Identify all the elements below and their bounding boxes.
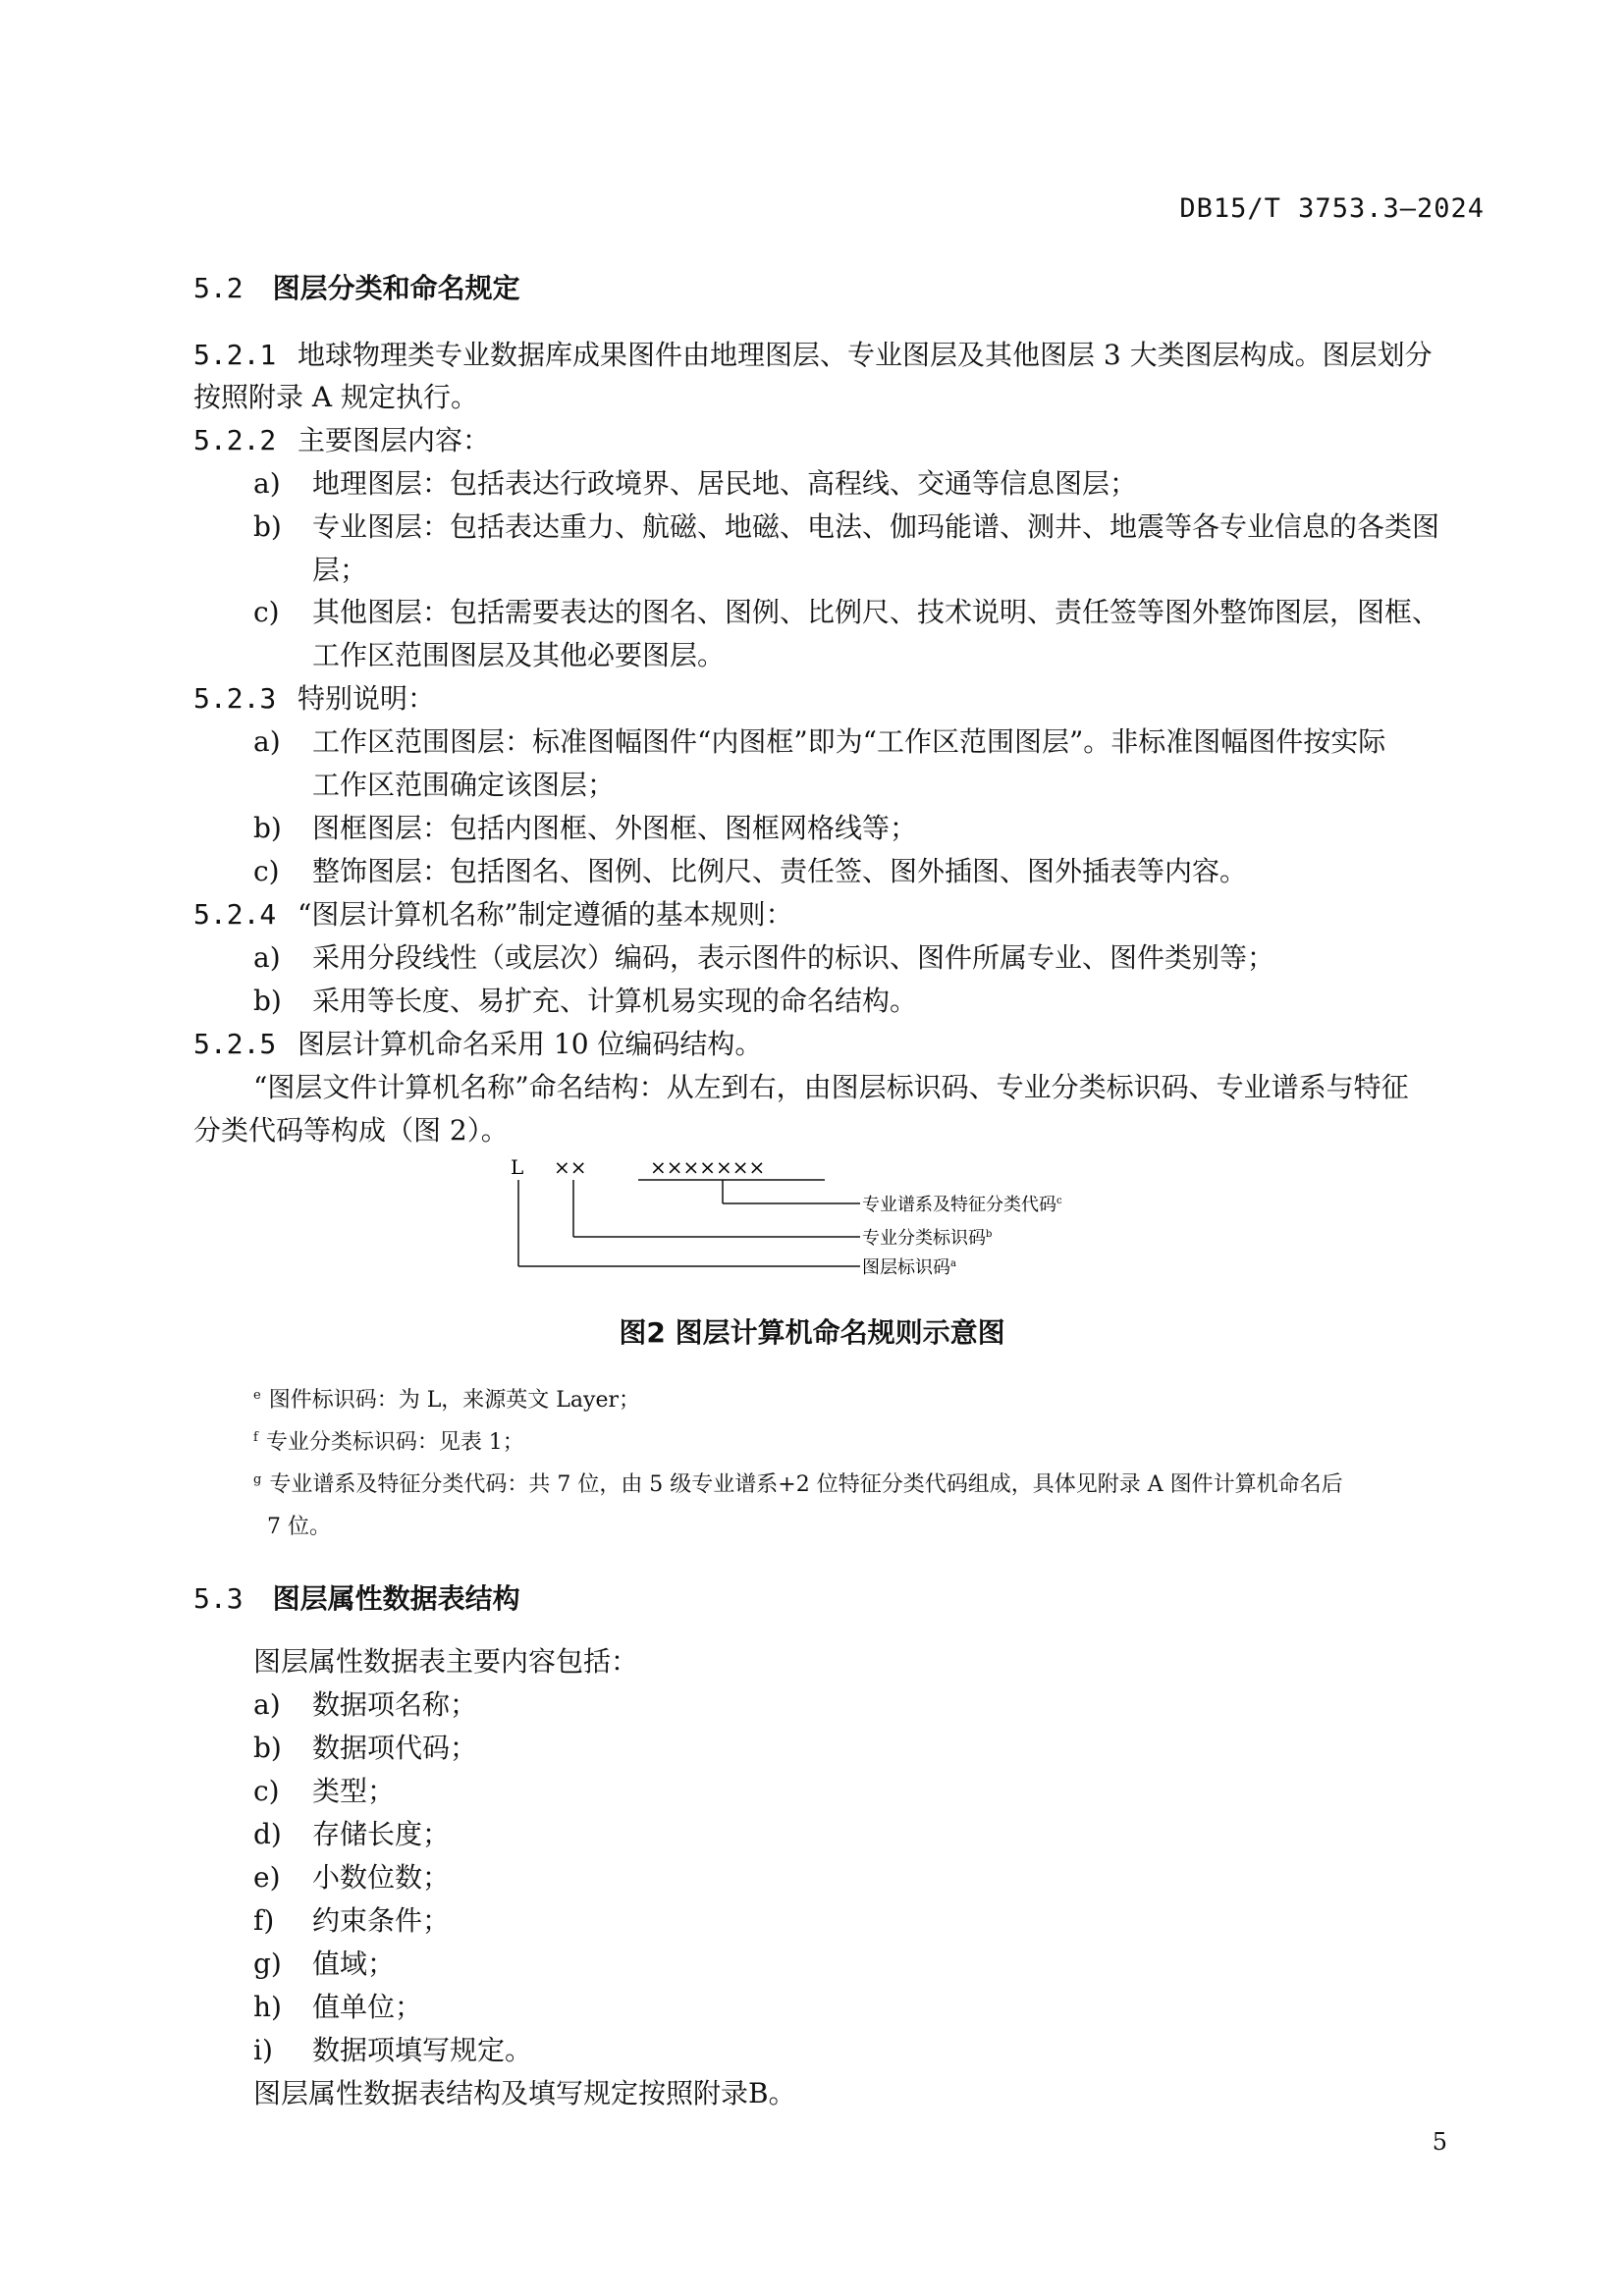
clause-text: 图层计算机命名采用 10 位编码结构。 xyxy=(298,1028,763,1060)
list-item xyxy=(253,506,1439,545)
page-number: 5 xyxy=(1432,2128,1447,2156)
clause-5-2-3 xyxy=(193,677,435,717)
list-item-text: 专业图层：包括表达重力、航磁、地磁、电法、伽玛能谱、测井、地震等各专业信息的各类图 xyxy=(312,510,1440,543)
label-c-sup: c xyxy=(1056,1196,1062,1206)
list-item xyxy=(253,591,1439,630)
list-item-text: 值域； xyxy=(312,1948,396,1980)
figure-caption: 图2 图层计算机命名规则示意图 xyxy=(619,1316,1005,1349)
footnote xyxy=(253,1425,524,1456)
list-item-text: 采用分段线性（或层次）编码，表示图件的标识、图件所属专业、图件类别等； xyxy=(312,941,1275,974)
clause-5-2-4 xyxy=(193,893,793,933)
footnote-continued: 7 位。 xyxy=(267,1515,331,1539)
code-x7: ××××××× xyxy=(650,1155,766,1179)
list-marker: e) xyxy=(253,1861,281,1894)
list-item-continued: 层； xyxy=(312,554,368,586)
list-marker: a) xyxy=(253,941,281,974)
code-xx: ×× xyxy=(554,1155,587,1179)
clause-text: “图层计算机名称”制定遵循的基本规则： xyxy=(298,898,793,931)
list-item xyxy=(253,807,917,846)
standard-code-header: DB15/T 3753.3—2024 xyxy=(1179,193,1485,224)
label-b xyxy=(862,1228,992,1249)
list-item-text: 采用等长度、易扩充、计算机易实现的命名结构。 xyxy=(312,985,918,1017)
list-marker: a) xyxy=(253,1688,281,1721)
list-marker: c) xyxy=(253,596,280,628)
list-item-text: 约束条件； xyxy=(312,1904,451,1937)
footnote-mark: g xyxy=(253,1471,262,1487)
label-c xyxy=(862,1195,1062,1215)
paragraph-line: 图层属性数据表结构及填写规定按照附录B。 xyxy=(253,2077,796,2109)
section-title: 图层分类和命名规定 xyxy=(272,272,520,304)
list-item-text: 数据项代码； xyxy=(312,1732,478,1764)
clause-5-2-2 xyxy=(193,419,490,458)
naming-rule-diagram xyxy=(491,1150,1119,1288)
list-marker: a) xyxy=(253,725,281,758)
list-item xyxy=(253,2029,532,2068)
list-marker: h) xyxy=(253,1991,282,2023)
list-item xyxy=(253,1943,395,1982)
clause-text: 地球物理类专业数据库成果图件由地理图层、专业图层及其他图层 3 大类图层构成。图层划分 xyxy=(298,339,1433,371)
list-item-text: 类型； xyxy=(312,1775,396,1807)
clause-text: 主要图层内容： xyxy=(298,424,491,456)
list-marker: b) xyxy=(253,812,282,844)
label-a-text: 图层标识码 xyxy=(862,1257,950,1278)
list-item xyxy=(253,462,1137,502)
footnote-mark: e xyxy=(253,1387,261,1403)
footnote-mark: f xyxy=(253,1429,258,1445)
section-heading-5-3 xyxy=(193,1577,520,1617)
clause-text-continued: 按照附录 A 规定执行。 xyxy=(193,381,479,413)
list-item xyxy=(253,1770,395,1809)
list-marker: i) xyxy=(253,2034,273,2066)
code-l: L xyxy=(511,1155,524,1179)
list-item-text: 小数位数； xyxy=(312,1861,451,1894)
footnote xyxy=(253,1383,640,1414)
section-title: 图层属性数据表结构 xyxy=(272,1582,520,1615)
list-item xyxy=(253,1683,477,1723)
clause-5-2-1 xyxy=(193,334,1433,373)
list-item-text: 其他图层：包括需要表达的图名、图例、比例尺、技术说明、责任签等图外整饰图层，图框、 xyxy=(312,596,1440,628)
list-item-continued: 工作区范围确定该图层； xyxy=(312,769,616,801)
section-number: 5.3 xyxy=(193,1582,244,1615)
footnote xyxy=(253,1468,1343,1498)
paragraph-line: “图层文件计算机名称”命名结构：从左到右，由图层标识码、专业分类标识码、专业谱系与特征 xyxy=(253,1071,1409,1103)
list-item-text: 数据项填写规定。 xyxy=(312,2034,533,2066)
clause-number: 5.2.1 xyxy=(193,339,277,371)
list-marker: d) xyxy=(253,1818,282,1850)
paragraph-line: 图层属性数据表主要内容包括： xyxy=(253,1645,639,1678)
list-item-continued: 工作区范围图层及其他必要图层。 xyxy=(312,639,726,671)
list-marker: b) xyxy=(253,510,282,543)
clause-number: 5.2.3 xyxy=(193,682,277,715)
list-item-text: 值单位； xyxy=(312,1991,423,2023)
list-item xyxy=(253,850,1247,889)
list-item xyxy=(253,721,1385,760)
list-item xyxy=(253,1727,477,1766)
list-marker: c) xyxy=(253,1775,280,1807)
list-item xyxy=(253,980,917,1019)
clause-number: 5.2.5 xyxy=(193,1028,277,1060)
footnote-text: 图件标识码：为 L，来源英文 Layer； xyxy=(268,1388,640,1413)
label-b-sup: b xyxy=(986,1229,993,1240)
list-item-text: 存储长度； xyxy=(312,1818,451,1850)
footnote-text: 专业分类标识码：见表 1； xyxy=(265,1430,524,1455)
list-item-text: 图框图层：包括内图框、外图框、图框网格线等； xyxy=(312,812,918,844)
label-c-text: 专业谱系及特征分类代码 xyxy=(862,1195,1056,1215)
list-item xyxy=(253,1986,422,2025)
list-marker: f) xyxy=(253,1904,275,1937)
clause-5-2-5 xyxy=(193,1023,762,1062)
list-item xyxy=(253,936,1274,976)
label-b-text: 专业分类标识码 xyxy=(862,1228,986,1249)
clause-text: 特别说明： xyxy=(298,682,436,715)
clause-number: 5.2.4 xyxy=(193,898,277,931)
list-marker: a) xyxy=(253,467,281,500)
list-item xyxy=(253,1813,450,1852)
list-item-text: 整饰图层：包括图名、图例、比例尺、责任签、图外插图、图外插表等内容。 xyxy=(312,855,1248,887)
list-marker: b) xyxy=(253,985,282,1017)
list-item xyxy=(253,1856,450,1896)
label-a-sup: a xyxy=(950,1258,956,1269)
list-marker: b) xyxy=(253,1732,282,1764)
clause-number: 5.2.2 xyxy=(193,424,277,456)
list-item-text: 数据项名称； xyxy=(312,1688,478,1721)
paragraph-line: 分类代码等构成（图 2）。 xyxy=(193,1114,509,1147)
section-heading-5-2 xyxy=(193,267,520,306)
section-number: 5.2 xyxy=(193,272,244,304)
footnote-text: 专业谱系及特征分类代码：共 7 位，由 5 级专业谱系+2 位特征分类代码组成，具体见附录 A 图件计算机命名后 xyxy=(269,1472,1343,1497)
list-marker: c) xyxy=(253,855,280,887)
list-item-text: 工作区范围图层：标准图幅图件“内图框”即为“工作区范围图层”。非标准图幅图件按实际 xyxy=(312,725,1386,758)
list-item xyxy=(253,1899,450,1939)
label-a xyxy=(862,1257,956,1278)
list-marker: g) xyxy=(253,1948,282,1980)
list-item-text: 地理图层：包括表达行政境界、居民地、高程线、交通等信息图层； xyxy=(312,467,1138,500)
